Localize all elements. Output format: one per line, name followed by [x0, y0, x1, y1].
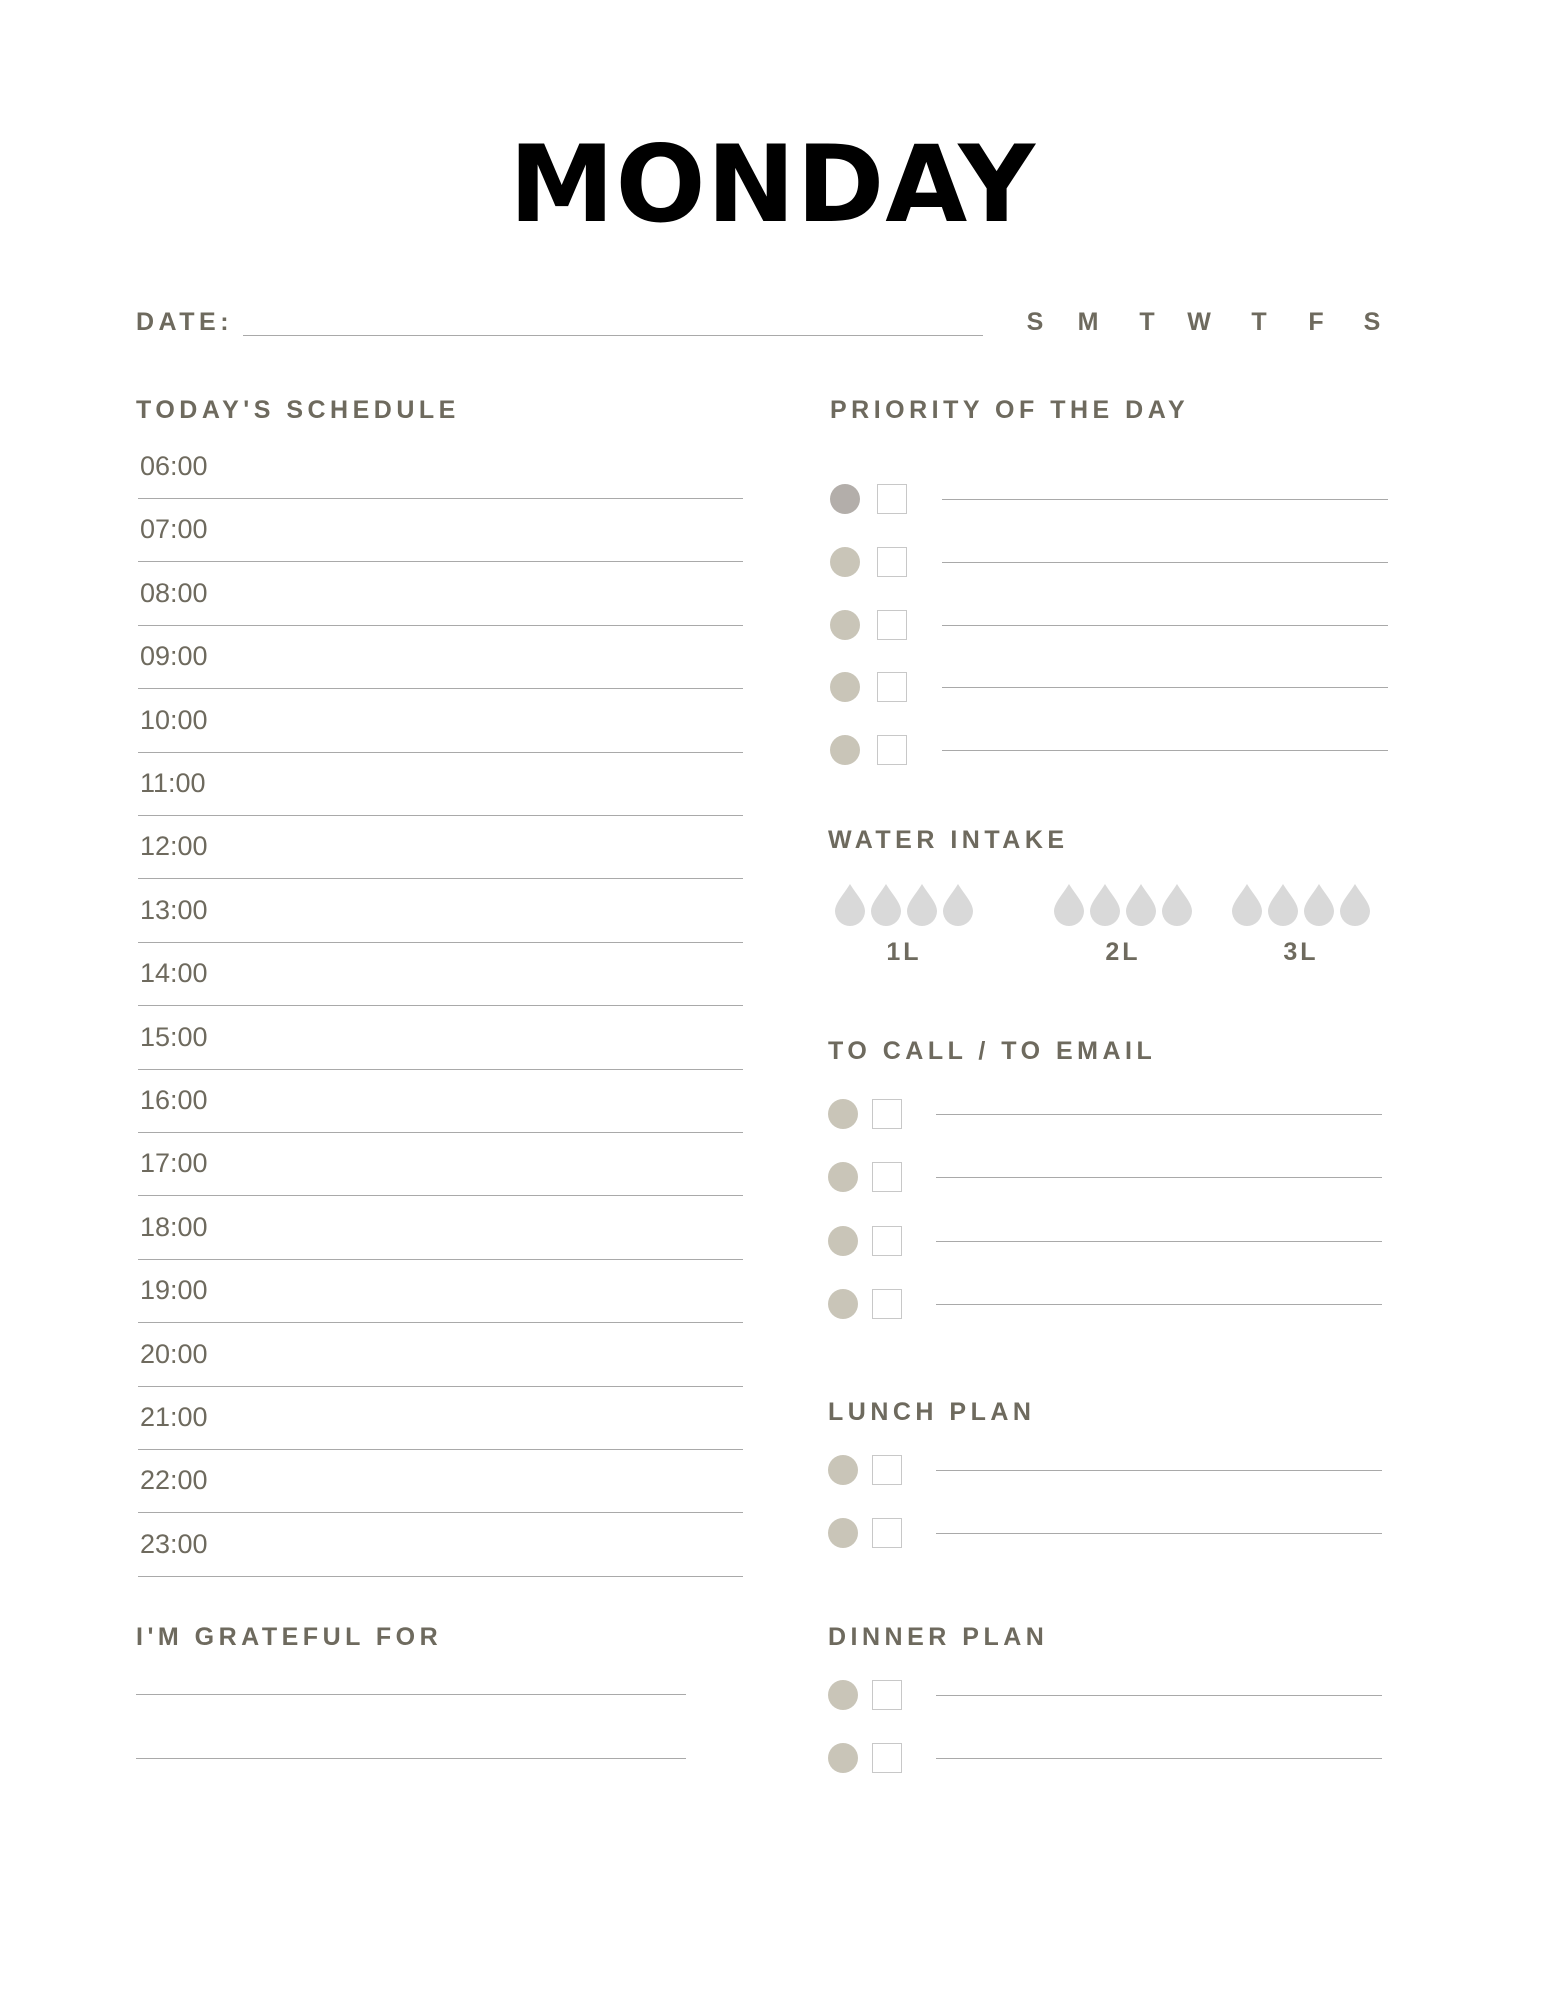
water-drop-icon[interactable] — [1089, 883, 1121, 927]
schedule-time: 11:00 — [140, 768, 206, 798]
schedule-time: 21:00 — [140, 1402, 208, 1432]
to-call-item-bullet — [828, 1226, 858, 1256]
lunch-item-checkbox[interactable] — [872, 1455, 902, 1485]
schedule-line[interactable] — [138, 561, 743, 562]
lunch-item-bullet — [828, 1518, 858, 1548]
schedule-time: 06:00 — [140, 451, 208, 481]
to-call-item-line[interactable] — [936, 1177, 1382, 1178]
priority-item-line[interactable] — [942, 750, 1388, 751]
dinner-item-checkbox[interactable] — [872, 1680, 902, 1710]
water-drop-icon[interactable] — [942, 883, 974, 927]
schedule-time: 08:00 — [140, 577, 208, 608]
schedule-line[interactable] — [138, 1132, 743, 1133]
to-call-item-bullet — [828, 1099, 858, 1129]
priority-item-checkbox[interactable] — [877, 610, 907, 640]
to-call-item-checkbox[interactable] — [872, 1226, 902, 1256]
lunch-item-line[interactable] — [936, 1533, 1382, 1534]
schedule-line[interactable] — [138, 878, 743, 879]
weekday-wednesday[interactable]: W — [1187, 308, 1211, 336]
to-call-item-line[interactable] — [936, 1114, 1382, 1115]
water-drop-icon[interactable] — [1053, 883, 1085, 927]
water-drop-icon[interactable] — [1231, 883, 1263, 927]
priority-item-checkbox[interactable] — [877, 735, 907, 765]
schedule-time: 17:00 — [140, 1148, 208, 1179]
to-call-heading: TO CALL / TO EMAIL — [828, 1037, 1157, 1065]
dinner-item-line[interactable] — [936, 1695, 1382, 1696]
priority-item-bullet — [830, 547, 860, 577]
schedule-heading: TODAY'S SCHEDULE — [136, 396, 460, 424]
to-call-item-checkbox[interactable] — [872, 1099, 902, 1129]
schedule-time: 20:00 — [140, 1338, 208, 1369]
dinner-item-bullet — [828, 1743, 858, 1773]
grateful-line[interactable] — [136, 1694, 686, 1695]
schedule-time: 14:00 — [140, 958, 208, 989]
schedule-line[interactable] — [138, 688, 743, 689]
schedule-time: 07:00 — [140, 514, 208, 545]
schedule-time: 19:00 — [140, 1275, 208, 1306]
to-call-item-bullet — [828, 1162, 858, 1192]
water-liter-label: 3L — [1283, 938, 1319, 966]
water-drop-icon[interactable] — [1125, 883, 1157, 927]
weekday-sunday[interactable]: S — [1026, 308, 1044, 336]
date-line[interactable] — [243, 335, 983, 336]
date-label: DATE: — [136, 308, 234, 336]
priority-item-line[interactable] — [942, 687, 1388, 688]
lunch-plan-heading: LUNCH PLAN — [828, 1398, 1036, 1426]
water-drop-icon[interactable] — [1267, 883, 1299, 927]
schedule-line[interactable] — [138, 1322, 743, 1323]
schedule-line[interactable] — [138, 498, 743, 499]
priority-item-line[interactable] — [942, 562, 1388, 563]
priority-item-bullet — [830, 672, 860, 702]
weekday-friday[interactable]: F — [1308, 308, 1324, 336]
schedule-line[interactable] — [138, 1576, 743, 1577]
to-call-item-bullet — [828, 1289, 858, 1319]
grateful-line[interactable] — [136, 1758, 686, 1759]
grateful-heading: I'M GRATEFUL FOR — [136, 1623, 443, 1651]
weekday-monday[interactable]: M — [1077, 308, 1099, 336]
priority-item-checkbox[interactable] — [877, 672, 907, 702]
schedule-line[interactable] — [138, 1512, 743, 1513]
priority-item-checkbox[interactable] — [877, 484, 907, 514]
schedule-time: 22:00 — [140, 1465, 208, 1496]
water-liter-label: 1L — [886, 938, 922, 966]
schedule-time: 10:00 — [140, 704, 208, 735]
water-liter-label: 2L — [1105, 938, 1141, 966]
dinner-plan-heading: DINNER PLAN — [828, 1623, 1049, 1651]
lunch-item-bullet — [828, 1455, 858, 1485]
lunch-item-line[interactable] — [936, 1470, 1382, 1471]
water-drop-icon[interactable] — [1339, 883, 1371, 927]
dinner-item-checkbox[interactable] — [872, 1743, 902, 1773]
schedule-line[interactable] — [138, 942, 743, 943]
water-intake-heading: WATER INTAKE — [828, 826, 1069, 854]
water-drop-icon[interactable] — [834, 883, 866, 927]
schedule-time: 15:00 — [140, 1021, 208, 1052]
schedule-line[interactable] — [138, 1005, 743, 1006]
lunch-item-checkbox[interactable] — [872, 1518, 902, 1548]
schedule-line[interactable] — [138, 1386, 743, 1387]
schedule-line[interactable] — [138, 1069, 743, 1070]
priority-item-bullet — [830, 484, 860, 514]
weekday-thursday[interactable]: T — [1251, 308, 1267, 336]
priority-heading: PRIORITY OF THE DAY — [830, 396, 1190, 424]
to-call-item-line[interactable] — [936, 1241, 1382, 1242]
water-drop-icon[interactable] — [1161, 883, 1193, 927]
dinner-item-line[interactable] — [936, 1758, 1382, 1759]
schedule-line[interactable] — [138, 1449, 743, 1450]
to-call-item-checkbox[interactable] — [872, 1162, 902, 1192]
water-drop-icon[interactable] — [1303, 883, 1335, 927]
schedule-line[interactable] — [138, 815, 743, 816]
weekday-saturday[interactable]: S — [1363, 308, 1381, 336]
schedule-time: 23:00 — [140, 1528, 208, 1559]
priority-item-line[interactable] — [942, 625, 1388, 626]
to-call-item-line[interactable] — [936, 1304, 1382, 1305]
priority-item-line[interactable] — [942, 499, 1388, 500]
schedule-time: 18:00 — [140, 1211, 208, 1242]
priority-item-bullet — [830, 735, 860, 765]
schedule-time: 09:00 — [140, 641, 208, 672]
priority-item-checkbox[interactable] — [877, 547, 907, 577]
schedule-time: 13:00 — [140, 894, 208, 925]
schedule-line[interactable] — [138, 752, 743, 753]
weekday-tuesday[interactable]: T — [1139, 308, 1155, 336]
water-drop-icon[interactable] — [870, 883, 902, 927]
to-call-item-checkbox[interactable] — [872, 1289, 902, 1319]
schedule-time: 12:00 — [140, 831, 208, 862]
dinner-item-bullet — [828, 1680, 858, 1710]
schedule-time: 16:00 — [140, 1085, 208, 1115]
water-drop-icon[interactable] — [906, 883, 938, 927]
page-title: MONDAY — [509, 123, 1036, 246]
schedule-line[interactable] — [138, 1259, 743, 1260]
schedule-line[interactable] — [138, 625, 743, 626]
schedule-line[interactable] — [138, 1195, 743, 1196]
priority-item-bullet — [830, 610, 860, 640]
